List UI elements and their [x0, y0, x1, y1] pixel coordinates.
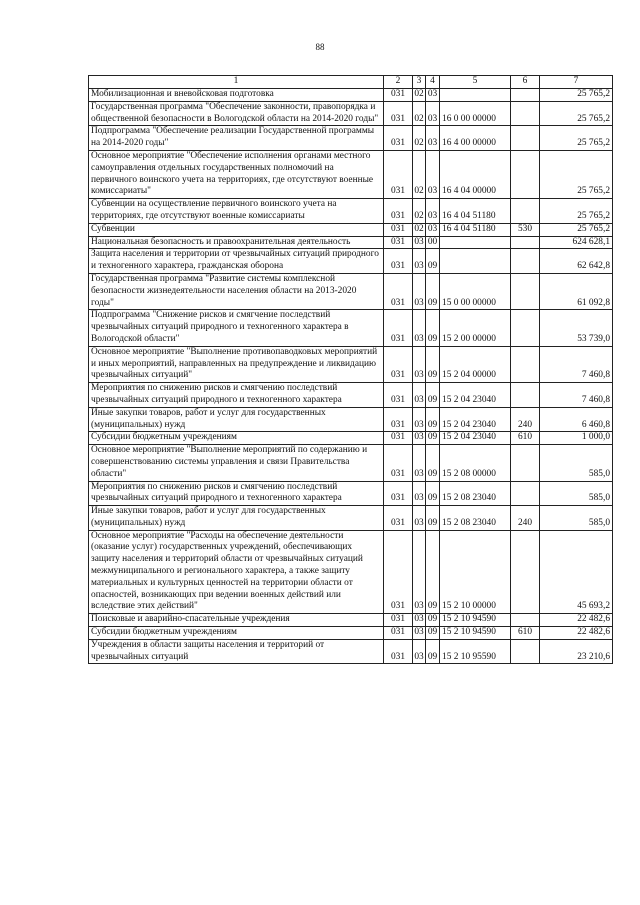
section-code: 03	[413, 236, 426, 249]
table-row	[89, 432, 613, 445]
target-article-code: 16 4 04 51180	[440, 223, 511, 236]
subsection-code: 09	[426, 249, 440, 274]
expense-type-code	[511, 530, 540, 614]
subsection-code: 09	[426, 481, 440, 506]
item-name: Основное мероприятие "Выполнение противопаводковых мероприятий и иных мероприятий, направленных на предупреждение и ликвидацию чрезвычайных ситуаций"	[89, 346, 384, 382]
table-row	[89, 101, 613, 126]
subsection-code: 09	[426, 346, 440, 382]
ministry-code: 031	[384, 101, 413, 126]
ministry-code: 031	[384, 310, 413, 346]
ministry-code: 031	[384, 506, 413, 531]
expense-type-code	[511, 199, 540, 224]
ministry-code: 031	[384, 346, 413, 382]
target-article-code	[440, 89, 511, 102]
subsection-code: 09	[426, 383, 440, 408]
target-article-code: 15 2 08 23040	[440, 506, 511, 531]
amount: 62 642,8	[540, 249, 613, 274]
amount: 7 460,8	[540, 383, 613, 408]
subsection-code: 09	[426, 506, 440, 531]
budget-table	[88, 75, 613, 664]
target-article-code: 16 4 04 00000	[440, 150, 511, 198]
item-name: Учреждения в области защиты населения и территорий от чрезвычайных ситуаций	[89, 639, 384, 664]
item-name: Мероприятия по снижению рисков и смягчению последствий чрезвычайных ситуаций природного и техногенного характера	[89, 481, 384, 506]
target-article-code: 15 0 00 00000	[440, 273, 511, 309]
header-cell: 3	[413, 76, 426, 89]
table-row	[89, 199, 613, 224]
section-code: 03	[413, 273, 426, 309]
section-code: 03	[413, 310, 426, 346]
table-row	[89, 530, 613, 614]
expense-type-code	[511, 639, 540, 664]
ministry-code: 031	[384, 383, 413, 408]
ministry-code: 031	[384, 273, 413, 309]
ministry-code: 031	[384, 481, 413, 506]
section-code: 03	[413, 614, 426, 627]
table-row	[89, 614, 613, 627]
item-name: Субвенции на осуществление первичного воинского учета на территориях, где отсутствуют военные комиссариаты	[89, 199, 384, 224]
item-name: Государственная программа "Развитие системы комплексной безопасности жизнедеятельности населения области на 2013-2020 годы"	[89, 273, 384, 309]
expense-type-code	[511, 383, 540, 408]
section-code: 03	[413, 432, 426, 445]
ministry-code: 031	[384, 249, 413, 274]
expense-type-code	[511, 614, 540, 627]
subsection-code: 09	[426, 310, 440, 346]
expense-type-code: 610	[511, 627, 540, 640]
subsection-code: 09	[426, 407, 440, 432]
section-code: 03	[413, 530, 426, 614]
subsection-code: 03	[426, 89, 440, 102]
item-name: Субсидии бюджетным учреждениям	[89, 627, 384, 640]
item-name: Защита населения и территории от чрезвычайных ситуаций природного и техногенного характера, гражданская оборона	[89, 249, 384, 274]
section-code: 03	[413, 639, 426, 664]
table-row	[89, 346, 613, 382]
item-name: Подпрограмма "Обеспечение реализации Государственной программы на 2014-2020 годы"	[89, 126, 384, 151]
section-code: 03	[413, 249, 426, 274]
table-row	[89, 126, 613, 151]
target-article-code: 16 4 00 00000	[440, 126, 511, 151]
subsection-code: 09	[426, 530, 440, 614]
amount: 624 628,1	[540, 236, 613, 249]
item-name: Субсидии бюджетным учреждениям	[89, 432, 384, 445]
section-code: 03	[413, 506, 426, 531]
table-row	[89, 627, 613, 640]
item-name: Субвенции	[89, 223, 384, 236]
expense-type-code	[511, 273, 540, 309]
ministry-code: 031	[384, 445, 413, 481]
target-article-code	[440, 236, 511, 249]
table-row	[89, 236, 613, 249]
table-row	[89, 445, 613, 481]
expense-type-code	[511, 346, 540, 382]
expense-type-code	[511, 445, 540, 481]
item-name: Иные закупки товаров, работ и услуг для государственных (муниципальных) нужд	[89, 506, 384, 531]
subsection-code: 03	[426, 101, 440, 126]
section-code: 03	[413, 627, 426, 640]
target-article-code: 16 0 00 00000	[440, 101, 511, 126]
table-row	[89, 150, 613, 198]
target-article-code	[440, 249, 511, 274]
target-article-code: 16 4 04 51180	[440, 199, 511, 224]
expense-type-code	[511, 89, 540, 102]
subsection-code: 09	[426, 432, 440, 445]
amount: 25 765,2	[540, 223, 613, 236]
amount: 22 482,6	[540, 614, 613, 627]
section-code: 02	[413, 101, 426, 126]
item-name: Мобилизационная и вневойсковая подготовка	[89, 89, 384, 102]
item-name: Мероприятия по снижению рисков и смягчению последствий чрезвычайных ситуаций природного и техногенного характера	[89, 383, 384, 408]
header-cell: 4	[426, 76, 440, 89]
table-row	[89, 223, 613, 236]
ministry-code: 031	[384, 150, 413, 198]
ministry-code: 031	[384, 639, 413, 664]
table-row	[89, 639, 613, 664]
amount: 25 765,2	[540, 126, 613, 151]
table-header-row	[89, 76, 613, 89]
subsection-code: 03	[426, 150, 440, 198]
target-article-code: 15 2 08 00000	[440, 445, 511, 481]
amount: 25 765,2	[540, 101, 613, 126]
ministry-code: 031	[384, 126, 413, 151]
expense-type-code	[511, 481, 540, 506]
item-name: Национальная безопасность и правоохранительная деятельность	[89, 236, 384, 249]
target-article-code: 15 2 10 94590	[440, 614, 511, 627]
target-article-code: 15 2 10 95590	[440, 639, 511, 664]
item-name: Основное мероприятие "Выполнение мероприятий по содержанию и совершенствованию системы управления и связи Правительства области"	[89, 445, 384, 481]
header-cell: 2	[384, 76, 413, 89]
target-article-code: 15 2 10 00000	[440, 530, 511, 614]
subsection-code: 09	[426, 273, 440, 309]
amount: 7 460,8	[540, 346, 613, 382]
ministry-code: 031	[384, 407, 413, 432]
subsection-code: 00	[426, 236, 440, 249]
expense-type-code	[511, 150, 540, 198]
amount: 585,0	[540, 445, 613, 481]
item-name: Поисковые и аварийно-спасательные учреждения	[89, 614, 384, 627]
subsection-code: 09	[426, 614, 440, 627]
subsection-code: 03	[426, 199, 440, 224]
table-row	[89, 273, 613, 309]
expense-type-code	[511, 126, 540, 151]
table-row	[89, 383, 613, 408]
expense-type-code: 530	[511, 223, 540, 236]
section-code: 03	[413, 346, 426, 382]
section-code: 02	[413, 199, 426, 224]
target-article-code: 15 2 08 23040	[440, 481, 511, 506]
table-row	[89, 249, 613, 274]
target-article-code: 15 2 04 23040	[440, 407, 511, 432]
amount: 22 482,6	[540, 627, 613, 640]
section-code: 03	[413, 481, 426, 506]
item-name: Государственная программа "Обеспечение законности, правопорядка и общественной безопасности в Вологодской области на 2014-2020 годы"	[89, 101, 384, 126]
expense-type-code	[511, 310, 540, 346]
section-code: 02	[413, 223, 426, 236]
target-article-code: 15 2 10 94590	[440, 627, 511, 640]
ministry-code: 031	[384, 223, 413, 236]
header-cell: 1	[89, 76, 384, 89]
target-article-code: 15 2 04 23040	[440, 432, 511, 445]
subsection-code: 09	[426, 639, 440, 664]
amount: 585,0	[540, 506, 613, 531]
item-name: Основное мероприятие "Расходы на обеспечение деятельности (оказание услуг) государственных учреждений, обеспечивающих защиту населения и территорий области от чрезвычайных ситуаций межмуниципального и регионального характера, а также защиту материальных и культурных ценностей на территории области от опасностей, возникающих при ведении военных действий или вследствие этих действий"	[89, 530, 384, 614]
section-code: 03	[413, 407, 426, 432]
expense-type-code	[511, 236, 540, 249]
ministry-code: 031	[384, 199, 413, 224]
expense-type-code	[511, 101, 540, 126]
target-article-code: 15 2 04 23040	[440, 383, 511, 408]
amount: 585,0	[540, 481, 613, 506]
table-row	[89, 481, 613, 506]
header-cell: 7	[540, 76, 613, 89]
ministry-code: 031	[384, 530, 413, 614]
table-row	[89, 89, 613, 102]
section-code: 02	[413, 126, 426, 151]
amount: 53 739,0	[540, 310, 613, 346]
expense-type-code	[511, 249, 540, 274]
ministry-code: 031	[384, 432, 413, 445]
amount: 25 765,2	[540, 150, 613, 198]
amount: 25 765,2	[540, 199, 613, 224]
header-cell: 6	[511, 76, 540, 89]
amount: 1 000,0	[540, 432, 613, 445]
page-number: 88	[315, 42, 325, 52]
section-code: 02	[413, 89, 426, 102]
ministry-code: 031	[384, 236, 413, 249]
ministry-code: 031	[384, 627, 413, 640]
ministry-code: 031	[384, 89, 413, 102]
table-row	[89, 506, 613, 531]
section-code: 03	[413, 445, 426, 481]
amount: 25 765,2	[540, 89, 613, 102]
subsection-code: 09	[426, 627, 440, 640]
amount: 6 460,8	[540, 407, 613, 432]
item-name: Подпрограмма "Снижение рисков и смягчение последствий чрезвычайных ситуаций природного и техногенного характера в Вологодской области"	[89, 310, 384, 346]
table-row	[89, 407, 613, 432]
section-code: 02	[413, 150, 426, 198]
expense-type-code: 240	[511, 407, 540, 432]
subsection-code: 09	[426, 445, 440, 481]
header-cell: 5	[440, 76, 511, 89]
amount: 45 693,2	[540, 530, 613, 614]
item-name: Основное мероприятие "Обеспечение исполнения органами местного самоуправления отдельных государственных полномочий на первичного воинского учета на территориях, где отсутствуют военные комиссариаты"	[89, 150, 384, 198]
ministry-code: 031	[384, 614, 413, 627]
target-article-code: 15 2 00 00000	[440, 310, 511, 346]
section-code: 03	[413, 383, 426, 408]
table-row	[89, 310, 613, 346]
expense-type-code: 240	[511, 506, 540, 531]
expense-type-code: 610	[511, 432, 540, 445]
item-name: Иные закупки товаров, работ и услуг для государственных (муниципальных) нужд	[89, 407, 384, 432]
subsection-code: 03	[426, 126, 440, 151]
amount: 23 210,6	[540, 639, 613, 664]
target-article-code: 15 2 04 00000	[440, 346, 511, 382]
amount: 61 092,8	[540, 273, 613, 309]
subsection-code: 03	[426, 223, 440, 236]
